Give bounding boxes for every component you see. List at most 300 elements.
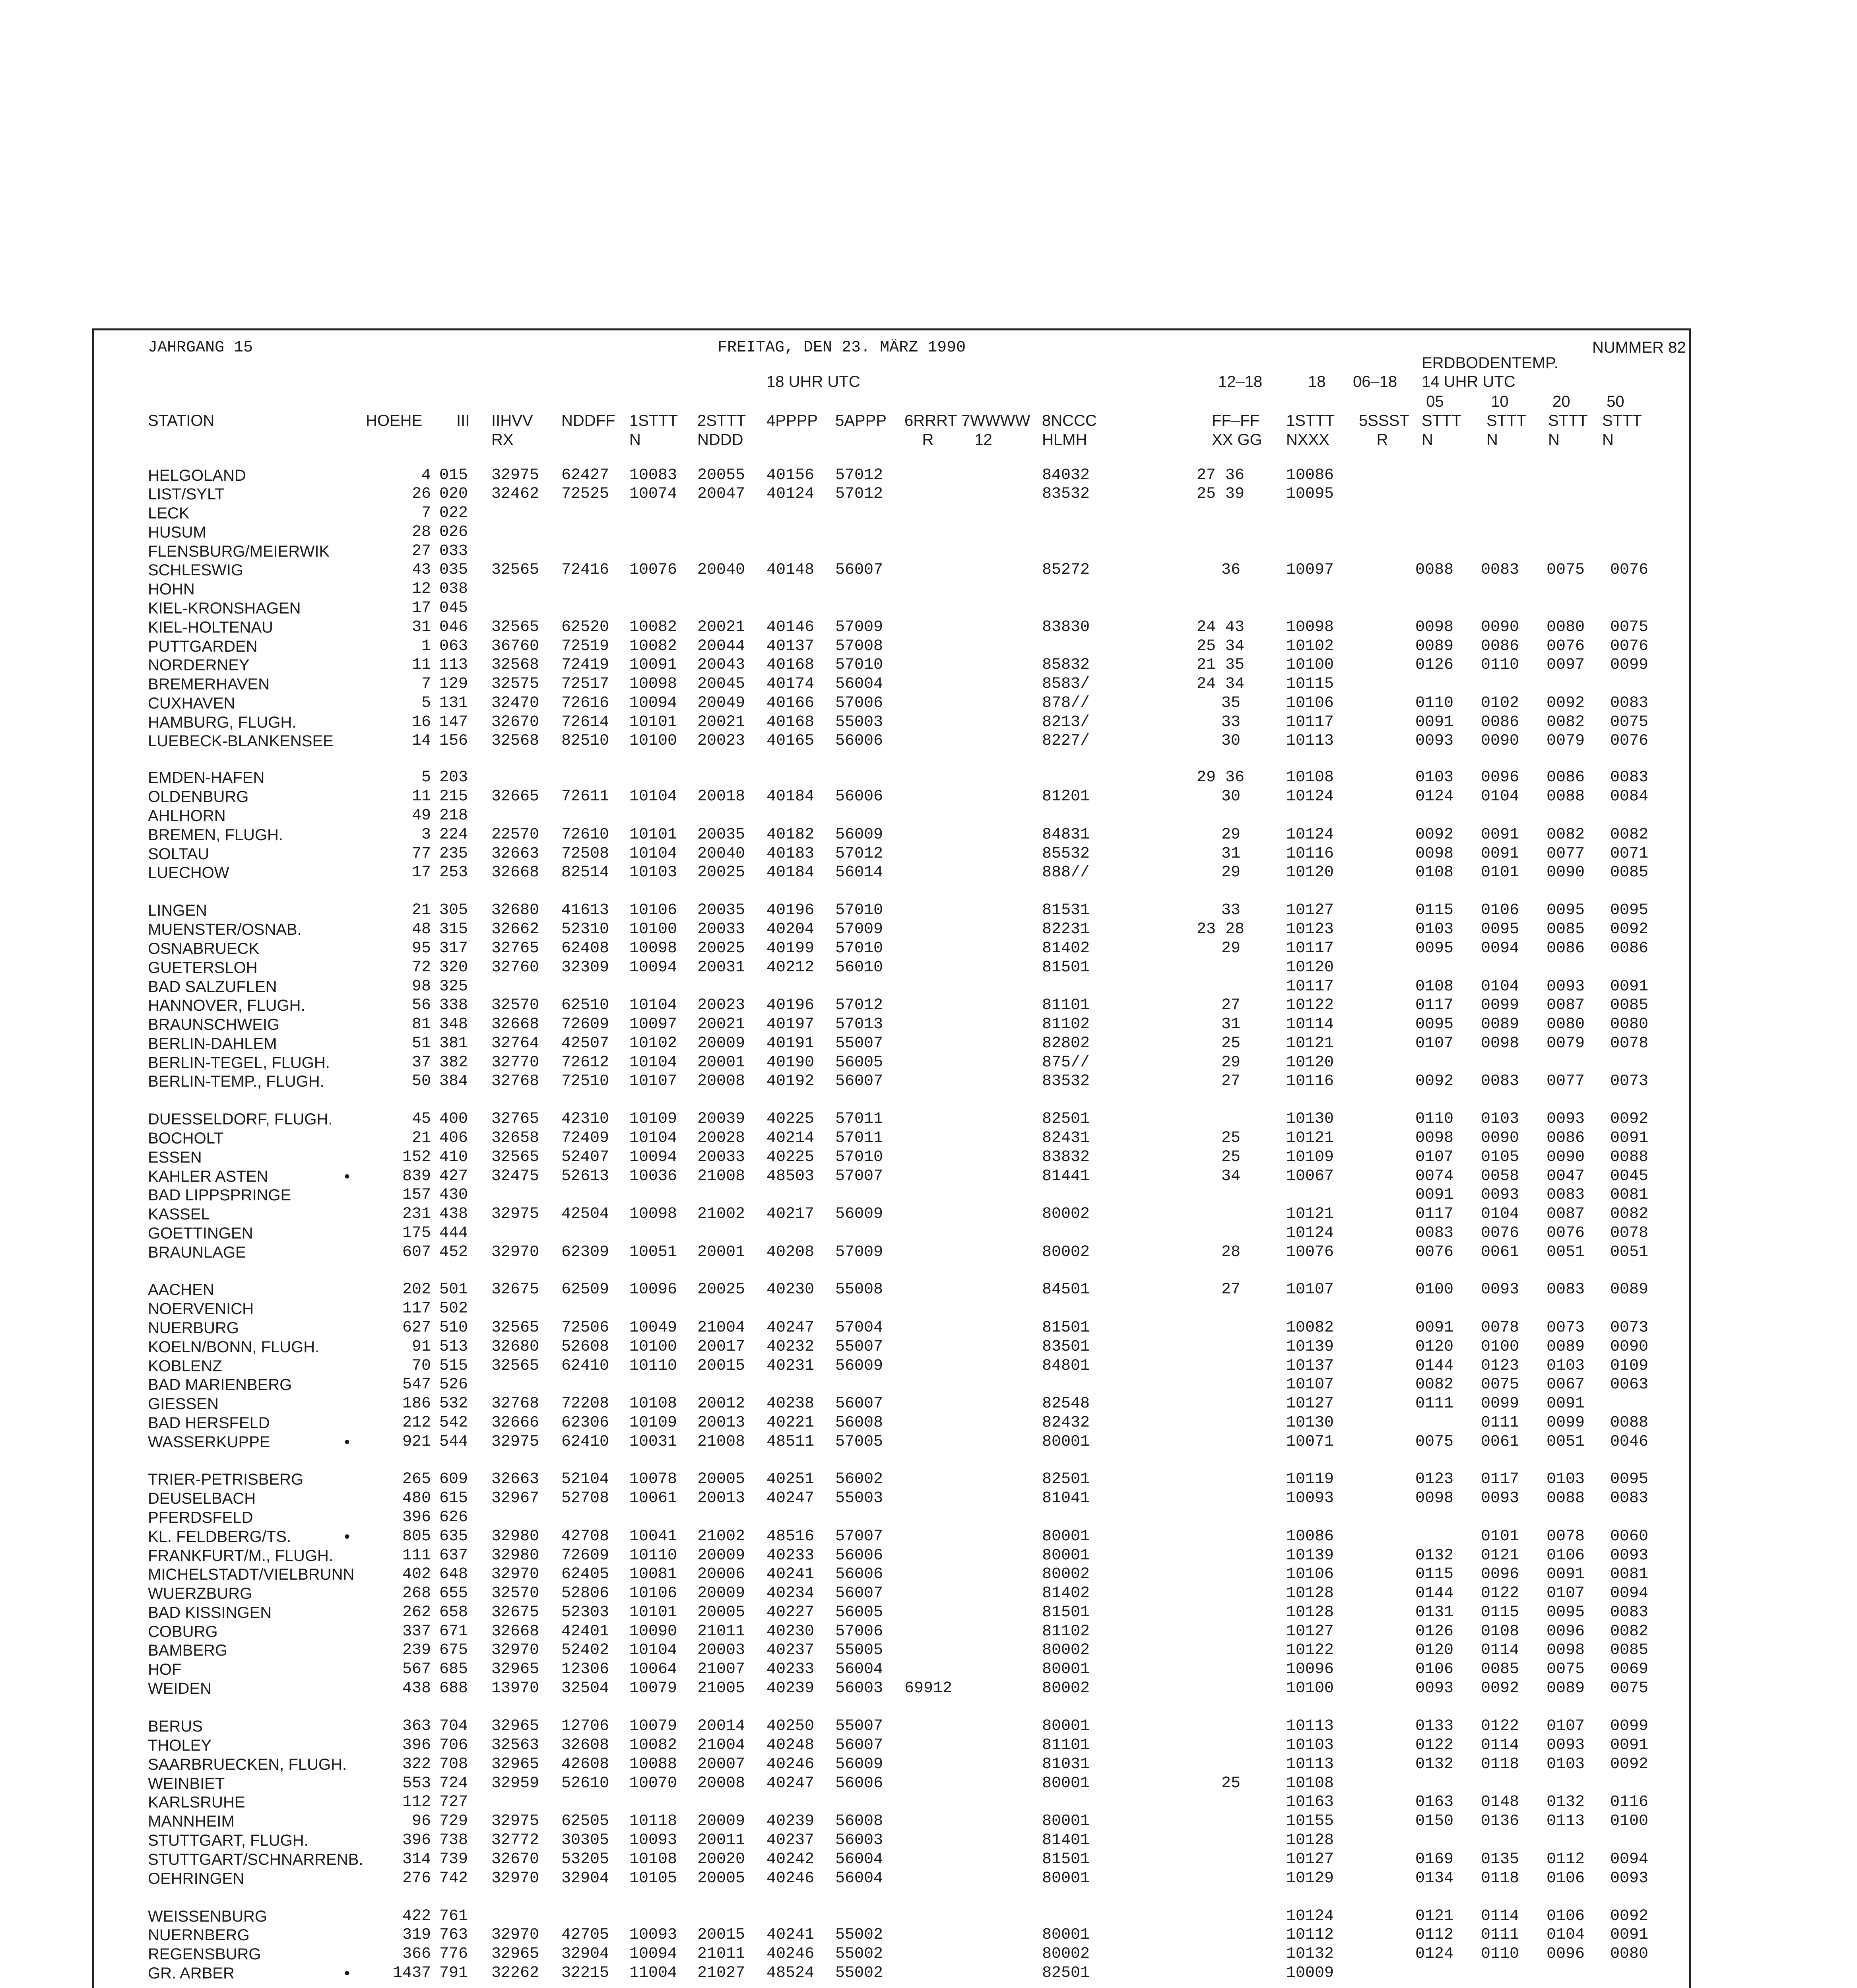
cell-c4: 20009	[697, 1035, 745, 1052]
cell-c1: 32765	[491, 1110, 539, 1128]
cell-hoehe: 402	[402, 1565, 431, 1583]
cell-e20: 0099	[1547, 1414, 1585, 1432]
table-row	[0, 542, 1857, 561]
cell-c5: 40199	[766, 940, 815, 957]
cell-c3: 10104	[629, 996, 677, 1014]
cell-t18: 10132	[1286, 1945, 1334, 1963]
cell-e20: 0083	[1547, 1186, 1585, 1204]
cell-e20: 0051	[1547, 1243, 1585, 1261]
cell-station: BERUS	[148, 1718, 203, 1735]
cell-station: NORDERNEY	[148, 656, 250, 674]
cell-c6: 55008	[835, 1281, 883, 1299]
cell-iii: 729	[439, 1812, 468, 1830]
cell-e10: 0115	[1481, 1604, 1519, 1621]
cell-e50: 0063	[1610, 1376, 1649, 1394]
cell-iii: 203	[439, 769, 468, 786]
cell-t18: 10124	[1286, 1907, 1334, 1925]
table-row	[0, 1926, 1857, 1945]
cell-c3: 10094	[629, 1148, 677, 1166]
cell-hoehe: 422	[402, 1907, 431, 1925]
col-soil-10: 10 STTT N	[1486, 393, 1526, 448]
cell-c5: 40241	[766, 1926, 815, 1944]
col-soil-50: 50 STTT N	[1602, 393, 1642, 448]
cell-c5: 48524	[766, 1964, 815, 1982]
cell-e10: 0061	[1481, 1243, 1519, 1261]
cell-iii: 129	[439, 675, 468, 693]
volume-label: JAHRGANG 15	[148, 339, 253, 357]
cell-e50: 0099	[1610, 1717, 1649, 1735]
cell-c2: 62509	[561, 1281, 609, 1299]
cell-t18: 10082	[1286, 1319, 1334, 1337]
cell-e10: 0093	[1481, 1186, 1519, 1204]
cell-c5: 40237	[766, 1831, 815, 1849]
cell-e10: 0089	[1481, 1015, 1519, 1033]
cell-c6: 56007	[835, 1736, 883, 1754]
cell-c2: 72208	[561, 1395, 609, 1413]
table-row	[0, 1034, 1857, 1053]
cell-c4: 20020	[697, 1850, 745, 1868]
cell-e10: 0083	[1481, 1072, 1519, 1090]
cell-e05: 0098	[1415, 1489, 1454, 1507]
cell-hoehe: 45	[411, 1110, 431, 1128]
cell-station: KOELN/BONN, FLUGH.	[148, 1338, 320, 1356]
cell-c5: 40237	[766, 1641, 815, 1659]
table-row	[0, 1489, 1857, 1508]
table-row	[0, 1869, 1857, 1888]
cell-e20: 0096	[1547, 1623, 1585, 1640]
cell-t18: 10124	[1286, 788, 1334, 806]
cell-c4: 20005	[697, 1470, 745, 1488]
cell-c6: 57010	[835, 656, 883, 674]
cell-hoehe: 314	[402, 1850, 431, 1868]
cell-iii: 063	[439, 637, 468, 655]
cell-c4: 20011	[697, 1831, 745, 1849]
cell-e05: 0103	[1415, 920, 1454, 938]
cell-e50: 0069	[1610, 1660, 1649, 1678]
cell-c1: 32668	[491, 1015, 539, 1033]
cell-iii: 452	[439, 1243, 468, 1261]
cell-c6: 56010	[835, 959, 883, 977]
cell-c1: 32670	[491, 1850, 539, 1868]
cell-c1: 32565	[491, 561, 539, 579]
cell-c5: 40248	[766, 1736, 815, 1754]
cell-c3: 10094	[629, 694, 677, 712]
cell-e10: 0104	[1481, 1205, 1519, 1223]
cell-e50: 0099	[1610, 656, 1649, 674]
cell-e05: 0120	[1415, 1338, 1454, 1356]
cell-c4: 20013	[697, 1489, 745, 1507]
cell-e50: 0081	[1610, 1565, 1649, 1583]
cell-c3: 10108	[629, 1850, 677, 1868]
cell-iii: 382	[439, 1054, 468, 1072]
cell-e05: 0112	[1415, 1926, 1454, 1944]
cell-c9: 81531	[1042, 901, 1090, 919]
cell-station: EMDEN-HAFEN	[148, 769, 265, 786]
cell-e10: 0114	[1481, 1641, 1519, 1659]
cell-e10: 0085	[1481, 1660, 1519, 1678]
cell-hoehe: 7	[421, 675, 431, 693]
cell-c2: 62306	[561, 1414, 609, 1432]
cell-c1: 32565	[491, 618, 539, 636]
table-row	[0, 1850, 1857, 1869]
cell-c3: 10082	[629, 637, 677, 655]
cell-c1: 32575	[491, 675, 539, 693]
table-row	[0, 485, 1857, 504]
col-2sttt: 2STTT NDDD	[697, 412, 746, 448]
cell-c6: 56005	[835, 1604, 883, 1621]
cell-c9: 8213/	[1042, 713, 1090, 731]
cell-c2: 42708	[561, 1528, 609, 1545]
table-row	[0, 1299, 1857, 1318]
cell-e10: 0091	[1481, 845, 1519, 863]
cell-ff: 30	[1221, 732, 1240, 750]
cell-e05: 0100	[1415, 1281, 1454, 1299]
col-1sttt-18: 1STTT NXXX	[1286, 412, 1335, 448]
cell-ff: 30	[1221, 788, 1240, 806]
cell-ff: 21 35	[1197, 656, 1245, 674]
cell-ff: 29	[1221, 864, 1240, 881]
cell-iii: 648	[439, 1565, 468, 1583]
cell-e20: 0093	[1547, 1110, 1585, 1128]
cell-c1: 32668	[491, 1623, 539, 1640]
cell-station: BAMBERG	[148, 1642, 228, 1659]
cell-c3: 10100	[629, 732, 677, 750]
cell-c2: 72611	[561, 788, 609, 806]
cell-c6: 55007	[835, 1717, 883, 1735]
cell-c4: 20006	[697, 1565, 745, 1583]
cell-t18: 10127	[1286, 1850, 1334, 1868]
col-7wwww: 7WWWW 12	[961, 412, 1030, 448]
cell-c4: 21011	[697, 1945, 745, 1963]
cell-e50: 0073	[1610, 1319, 1649, 1337]
cell-c1: 32965	[491, 1945, 539, 1963]
cell-t18: 10009	[1286, 1964, 1334, 1982]
cell-c1: 32663	[491, 845, 539, 863]
cell-hoehe: 48	[411, 920, 431, 938]
table-row	[0, 1338, 1857, 1357]
cell-station: TRIER-PETRISBERG	[148, 1471, 304, 1488]
cell-t18: 10139	[1286, 1547, 1334, 1565]
cell-e05: 0098	[1415, 845, 1454, 863]
cell-e20: 0077	[1547, 845, 1585, 863]
cell-c9: 80001	[1042, 1926, 1090, 1944]
cell-e20: 0093	[1547, 978, 1585, 996]
cell-station: KOBLENZ	[148, 1357, 222, 1375]
cell-iii: 675	[439, 1641, 468, 1659]
cell-c9: 80002	[1042, 1565, 1090, 1583]
cell-iii: 501	[439, 1281, 468, 1299]
cell-e10: 0099	[1481, 1395, 1519, 1413]
cell-c3: 10101	[629, 713, 677, 731]
cell-c6: 56007	[835, 561, 883, 579]
cell-t18: 10130	[1286, 1414, 1334, 1432]
cell-c3: 11004	[629, 1964, 677, 1982]
cell-iii: 338	[439, 996, 468, 1014]
table-row	[0, 1508, 1857, 1527]
cell-e05: 0092	[1415, 826, 1454, 844]
cell-hoehe: 152	[402, 1148, 431, 1166]
table-row	[0, 580, 1857, 599]
cell-c6: 55002	[835, 1945, 883, 1963]
cell-c1: 32980	[491, 1547, 539, 1565]
cell-e20: 0112	[1547, 1850, 1585, 1868]
cell-iii: 655	[439, 1584, 468, 1602]
cell-e20: 0086	[1547, 940, 1585, 957]
cell-c5: 40197	[766, 1015, 815, 1033]
cell-hoehe: 96	[411, 1812, 431, 1830]
table-row	[0, 845, 1857, 864]
cell-c9: 81402	[1042, 940, 1090, 957]
cell-c6: 55005	[835, 1641, 883, 1659]
cell-iii: 022	[439, 504, 468, 522]
table-row	[0, 561, 1857, 580]
cell-t18: 10067	[1286, 1167, 1334, 1185]
cell-e10: 0118	[1481, 1755, 1519, 1773]
cell-c5: 40231	[766, 1357, 815, 1375]
cell-c4: 20008	[697, 1072, 745, 1090]
cell-c6: 56008	[835, 1812, 883, 1830]
cell-station: NOERVENICH	[148, 1300, 254, 1318]
cell-e10: 0058	[1481, 1167, 1519, 1185]
table-row	[0, 901, 1857, 920]
cell-c1: 32970	[491, 1926, 539, 1944]
cell-e50: 0084	[1610, 788, 1649, 806]
cell-e05: 0169	[1415, 1850, 1454, 1868]
cell-e10: 0111	[1481, 1926, 1519, 1944]
cell-hoehe: 21	[411, 1129, 431, 1147]
cell-e05: 0095	[1415, 940, 1454, 957]
cell-e20: 0098	[1547, 1641, 1585, 1659]
cell-c4: 20021	[697, 713, 745, 731]
cell-t18: 10137	[1286, 1357, 1334, 1375]
cell-hoehe: 1437	[392, 1964, 431, 1982]
cell-t18: 10109	[1286, 1148, 1334, 1166]
cell-c2: 72609	[561, 1547, 609, 1565]
cell-c9: 83532	[1042, 485, 1090, 503]
cell-c1: 32568	[491, 732, 539, 750]
cell-e50: 0046	[1610, 1433, 1649, 1451]
cell-hoehe: 111	[402, 1547, 431, 1565]
cell-c4: 20047	[697, 485, 745, 503]
cell-station: LIST/SYLT	[148, 485, 225, 503]
cell-c9: 80001	[1042, 1774, 1090, 1792]
cell-iii: 035	[439, 561, 468, 579]
cell-e20: 0087	[1547, 996, 1585, 1014]
cell-t18: 10163	[1286, 1793, 1334, 1811]
cell-c3: 10100	[629, 1338, 677, 1356]
table-row	[0, 675, 1857, 694]
cell-t18: 10113	[1286, 1755, 1334, 1773]
cell-ff: 29 36	[1197, 769, 1245, 786]
cell-e50: 0081	[1610, 1186, 1649, 1204]
col-5appp: 5APPP	[835, 412, 887, 429]
cell-c9: 81201	[1042, 788, 1090, 806]
cell-c2: 82510	[561, 732, 609, 750]
cell-station: KASSEL	[148, 1206, 210, 1223]
cell-e20: 0086	[1547, 769, 1585, 786]
cell-station: DUESSELDORF, FLUGH.	[148, 1110, 333, 1128]
cell-c2: 32215	[561, 1964, 609, 1982]
cell-e05: 0110	[1415, 1110, 1454, 1128]
cell-c6: 57011	[835, 1110, 883, 1128]
cell-e10: 0102	[1481, 694, 1519, 712]
cell-ff: 25	[1221, 1035, 1240, 1052]
cell-e05: 0144	[1415, 1357, 1454, 1375]
cell-hoehe: 14	[411, 732, 431, 750]
table-row	[0, 1527, 1857, 1546]
cell-station: HUSUM	[148, 524, 206, 541]
cell-t18: 10121	[1286, 1205, 1334, 1223]
cell-c4: 20040	[697, 561, 745, 579]
cell-c5: 40246	[766, 1945, 815, 1963]
table-row	[0, 1205, 1857, 1224]
cell-c4: 21004	[697, 1736, 745, 1754]
cell-c5: 40208	[766, 1243, 815, 1261]
cell-e20: 0083	[1547, 1281, 1585, 1299]
cell-e50: 0083	[1610, 769, 1649, 786]
cell-c9: 81041	[1042, 1489, 1090, 1507]
cell-e05: 0098	[1415, 1129, 1454, 1147]
cell-iii: 671	[439, 1623, 468, 1640]
cell-c9: 82548	[1042, 1395, 1090, 1413]
cell-t18: 10121	[1286, 1129, 1334, 1147]
cell-e20: 0047	[1547, 1167, 1585, 1185]
cell-iii: 438	[439, 1205, 468, 1223]
cell-station: OLDENBURG	[148, 788, 249, 806]
cell-c9: 85532	[1042, 845, 1090, 863]
cell-c9: 82431	[1042, 1129, 1090, 1147]
cell-c4: 20039	[697, 1110, 745, 1128]
cell-t18: 10120	[1286, 959, 1334, 977]
cell-iii: 427	[439, 1167, 468, 1185]
table-row	[0, 996, 1857, 1015]
cell-c3: 10103	[629, 864, 677, 881]
cell-c9: 80001	[1042, 1812, 1090, 1830]
cell-hoehe: 81	[411, 1015, 431, 1033]
cell-t18: 10076	[1286, 1243, 1334, 1261]
cell-c3: 10036	[629, 1167, 677, 1185]
cell-c2: 42504	[561, 1205, 609, 1223]
cell-c2: 72609	[561, 1015, 609, 1033]
cell-c9: 80002	[1042, 1945, 1090, 1963]
cell-station: GUETERSLOH	[148, 959, 258, 977]
cell-hoehe: 438	[402, 1679, 431, 1697]
cell-hoehe: 363	[402, 1717, 431, 1735]
cell-e20: 0073	[1547, 1319, 1585, 1337]
cell-e05: 0117	[1415, 1205, 1454, 1223]
cell-e05: 0126	[1415, 1623, 1454, 1640]
cell-t18: 10120	[1286, 1054, 1334, 1072]
cell-iii: 045	[439, 599, 468, 617]
cell-c9: 85272	[1042, 561, 1090, 579]
cell-hoehe: 231	[402, 1205, 431, 1223]
cell-station: HAMBURG, FLUGH.	[148, 714, 297, 731]
cell-t18: 10114	[1286, 1015, 1334, 1033]
cell-t18: 10108	[1286, 1774, 1334, 1792]
cell-iii: 215	[439, 788, 468, 806]
cell-e50: 0080	[1610, 1945, 1649, 1963]
cell-station: BOCHOLT	[148, 1130, 224, 1147]
cell-c3: 10104	[629, 845, 677, 863]
cell-c6: 56006	[835, 1774, 883, 1792]
cell-c1: 32680	[491, 1338, 539, 1356]
cell-c7: 69912	[904, 1679, 953, 1697]
cell-c6: 57006	[835, 694, 883, 712]
cell-c4: 20025	[697, 864, 745, 881]
cell-e05: 0115	[1415, 1565, 1454, 1583]
cell-station: BERLIN-TEMP., FLUGH.	[148, 1073, 324, 1090]
cell-e50: 0091	[1610, 1129, 1649, 1147]
cell-t18: 10097	[1286, 561, 1334, 579]
cell-c2: 72419	[561, 656, 609, 674]
cell-e10: 0095	[1481, 920, 1519, 938]
cell-e05: 0089	[1415, 637, 1454, 655]
cell-e50: 0075	[1610, 1679, 1649, 1697]
cell-iii: 532	[439, 1395, 468, 1413]
cell-c3: 10106	[629, 901, 677, 919]
cell-ff: 29	[1221, 1054, 1240, 1072]
cell-c6: 57007	[835, 1528, 883, 1545]
cell-hoehe: 319	[402, 1926, 431, 1944]
cell-hoehe: 1	[421, 637, 431, 655]
cell-e20: 0088	[1547, 1489, 1585, 1507]
cell-c6: 56009	[835, 1357, 883, 1375]
cell-c6: 56005	[835, 1054, 883, 1072]
cell-e20: 0079	[1547, 1035, 1585, 1052]
cell-e50: 0092	[1610, 1907, 1649, 1925]
cell-e10: 0061	[1481, 1433, 1519, 1451]
cell-c1: 32665	[491, 788, 539, 806]
table-row	[0, 713, 1857, 732]
cell-c4: 21004	[697, 1319, 745, 1337]
cell-c6: 55003	[835, 1489, 883, 1507]
cell-e10: 0103	[1481, 1110, 1519, 1128]
cell-e05: 0076	[1415, 1243, 1454, 1261]
cell-c3: 10061	[629, 1489, 677, 1507]
col-soil-05: 05 STTT N	[1422, 393, 1461, 448]
col-station: STATION	[148, 412, 215, 429]
cell-t18: 10106	[1286, 1565, 1334, 1583]
cell-station: GOETTINGEN	[148, 1225, 253, 1242]
cell-e10: 0123	[1481, 1357, 1519, 1375]
cell-c6: 56004	[835, 1850, 883, 1868]
cell-c3: 10109	[629, 1110, 677, 1128]
cell-c3: 10049	[629, 1319, 677, 1337]
cell-iii: 384	[439, 1072, 468, 1090]
cell-c3: 10104	[629, 788, 677, 806]
cell-c1: 32970	[491, 1870, 539, 1887]
cell-iii: 218	[439, 807, 468, 825]
cell-c5: 48503	[766, 1167, 815, 1185]
cell-e50: 0100	[1610, 1812, 1649, 1830]
cell-c9: 83532	[1042, 1072, 1090, 1090]
cell-e05: 0093	[1415, 732, 1454, 750]
cell-c2: 72616	[561, 694, 609, 712]
cell-e50: 0085	[1610, 996, 1649, 1014]
cell-iii: 147	[439, 713, 468, 731]
cell-ff: 29	[1221, 940, 1240, 957]
cell-t18: 10086	[1286, 466, 1334, 484]
cell-hoehe: 11	[411, 656, 431, 674]
cell-hoehe: 77	[411, 845, 431, 863]
cell-e50: 0091	[1610, 1926, 1649, 1944]
cell-station: WEISSENBURG	[148, 1908, 268, 1925]
table-row	[0, 694, 1857, 713]
cell-e05: 0093	[1415, 1679, 1454, 1697]
cell-station: GR. ARBER	[148, 1965, 235, 1982]
cell-station: BRAUNSCHWEIG	[148, 1016, 280, 1033]
cell-e20: 0106	[1547, 1547, 1585, 1565]
